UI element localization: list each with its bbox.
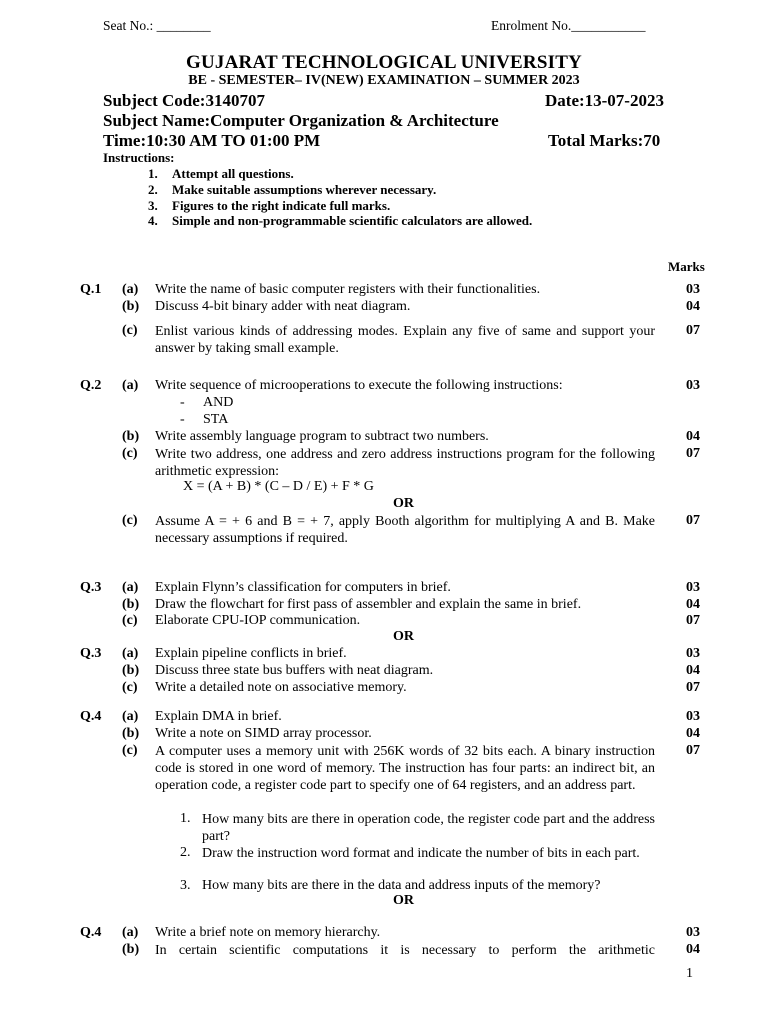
part-label: (c) (122, 680, 138, 695)
sub-question-number: 1. (180, 811, 191, 826)
question-text: Elaborate CPU-IOP communication. (155, 613, 361, 628)
part-label: (a) (122, 378, 139, 393)
sub-question-text: How many bits are there in the data and address inputs of the memory? (202, 878, 601, 893)
or-separator: OR (393, 629, 414, 644)
or-separator: OR (393, 496, 414, 511)
question-number: Q.4 (80, 925, 102, 940)
bullet-item: AND (203, 395, 234, 410)
question-text: Write a note on SIMD array processor. (155, 726, 372, 741)
question-marks: 03 (686, 709, 700, 724)
instruction-number: 1. (148, 166, 158, 181)
part-label: (c) (122, 446, 138, 461)
instruction-number: 2. (148, 182, 158, 197)
question-marks: 04 (686, 299, 700, 314)
part-label: (c) (122, 743, 138, 758)
part-label: (b) (122, 942, 140, 957)
sub-question-number: 3. (180, 878, 191, 893)
or-separator: OR (393, 893, 414, 908)
question-text: Discuss three state bus buffers with neat diagram. (155, 663, 434, 678)
question-text: Write a detailed note on associative memory. (155, 680, 407, 695)
question-text: Discuss 4-bit binary adder with neat diagram. (155, 299, 411, 314)
instruction-number: 3. (148, 198, 158, 213)
exam-title: BE - SEMESTER– IV(NEW) EXAMINATION – SUMMER 2023 (188, 73, 580, 88)
question-number: Q.4 (80, 709, 102, 724)
exam-date: Date:13-07-2023 (545, 91, 664, 110)
question-marks: 07 (686, 446, 700, 461)
instructions-label: Instructions: (103, 150, 175, 165)
university-name: GUJARAT TECHNOLOGICAL UNIVERSITY (186, 52, 582, 73)
part-label: (a) (122, 646, 139, 661)
question-text: Write the name of basic computer registers with their functionalities. (155, 282, 541, 297)
page-number: 1 (686, 966, 693, 981)
question-marks: 04 (686, 663, 700, 678)
exam-time: Time:10:30 AM TO 01:00 PM (103, 131, 321, 150)
question-marks: 03 (686, 580, 700, 595)
question-text: Explain pipeline conflicts in brief. (155, 646, 347, 661)
total-marks: Total Marks:70 (548, 131, 661, 150)
question-text: Assume A = + 6 and B = + 7, apply Booth algorithm for multiplying A and B. Make necessary assumptions if required. (155, 514, 655, 546)
question-marks: 03 (686, 925, 700, 940)
question-marks: 07 (686, 680, 700, 695)
question-number: Q.3 (80, 580, 102, 595)
instruction-number: 4. (148, 213, 158, 228)
sub-question-text: Draw the instruction word format and indicate the number of bits in each part. (202, 846, 640, 861)
bullet-item: STA (203, 412, 229, 427)
question-text: Explain Flynn’s classification for computers in brief. (155, 580, 451, 595)
question-text: Enlist various kinds of addressing modes. Explain any five of same and support your answer by taking small example. (155, 324, 655, 356)
part-label: (b) (122, 429, 140, 444)
enrolment-number-field: Enrolment No.___________ (491, 18, 646, 33)
question-text: Write assembly language program to subtract two numbers. (155, 429, 489, 444)
part-label: (b) (122, 597, 140, 612)
part-label: (b) (122, 299, 140, 314)
marks-column-header: Marks (668, 259, 705, 274)
question-number: Q.1 (80, 282, 102, 297)
question-marks: 03 (686, 282, 700, 297)
question-marks: 07 (686, 743, 700, 758)
question-text: Write a brief note on memory hierarchy. (155, 925, 381, 940)
question-number: Q.2 (80, 378, 102, 393)
question-marks: 07 (686, 613, 700, 628)
question-marks: 07 (686, 323, 700, 338)
instruction-item: Figures to the right indicate full marks. (172, 198, 391, 213)
question-text: A computer uses a memory unit with 256K words of 32 bits each. A binary instruction code is stored in one word of memory. The instruction has four parts: an indirect bit, an operation code, a register code part to specify one of 64 registers, and an address part. (155, 744, 655, 793)
part-label: (a) (122, 709, 139, 724)
bullet-dash: - (180, 395, 185, 410)
part-label: (a) (122, 282, 139, 297)
question-marks: 07 (686, 513, 700, 528)
question-marks: 04 (686, 942, 700, 957)
part-label: (c) (122, 323, 138, 338)
part-label: (c) (122, 613, 138, 628)
instruction-item: Make suitable assumptions wherever necessary. (172, 182, 437, 197)
question-marks: 03 (686, 646, 700, 661)
part-label: (c) (122, 513, 138, 528)
instruction-item: Simple and non-programmable scientific calculators are allowed. (172, 213, 533, 228)
instruction-item: Attempt all questions. (172, 166, 294, 181)
arithmetic-expression: X = (A + B) * (C – D / E) + F * G (183, 479, 374, 494)
question-text: Draw the flowchart for first pass of assembler and explain the same in brief. (155, 597, 582, 612)
subject-code: Subject Code:3140707 (103, 91, 265, 110)
question-number: Q.3 (80, 646, 102, 661)
seat-number-field: Seat No.: ________ (103, 18, 211, 33)
part-label: (a) (122, 925, 139, 940)
part-label: (b) (122, 663, 140, 678)
question-text: In certain scientific computations it is necessary to perform the arithmetic (155, 943, 655, 958)
question-marks: 04 (686, 597, 700, 612)
part-label: (a) (122, 580, 139, 595)
sub-question-number: 2. (180, 845, 191, 860)
question-text: Explain DMA in brief. (155, 709, 282, 724)
bullet-dash: - (180, 412, 185, 427)
question-marks: 04 (686, 429, 700, 444)
question-marks: 03 (686, 378, 700, 393)
question-text: Write two address, one address and zero address instructions program for the following arithmetic expression: (155, 447, 655, 479)
question-text: Write sequence of microoperations to execute the following instructions: (155, 378, 563, 393)
sub-question-text: How many bits are there in operation code, the register code part and the address part? (202, 812, 655, 844)
part-label: (b) (122, 726, 140, 741)
question-marks: 04 (686, 726, 700, 741)
subject-name: Subject Name:Computer Organization & Architecture (103, 111, 499, 130)
